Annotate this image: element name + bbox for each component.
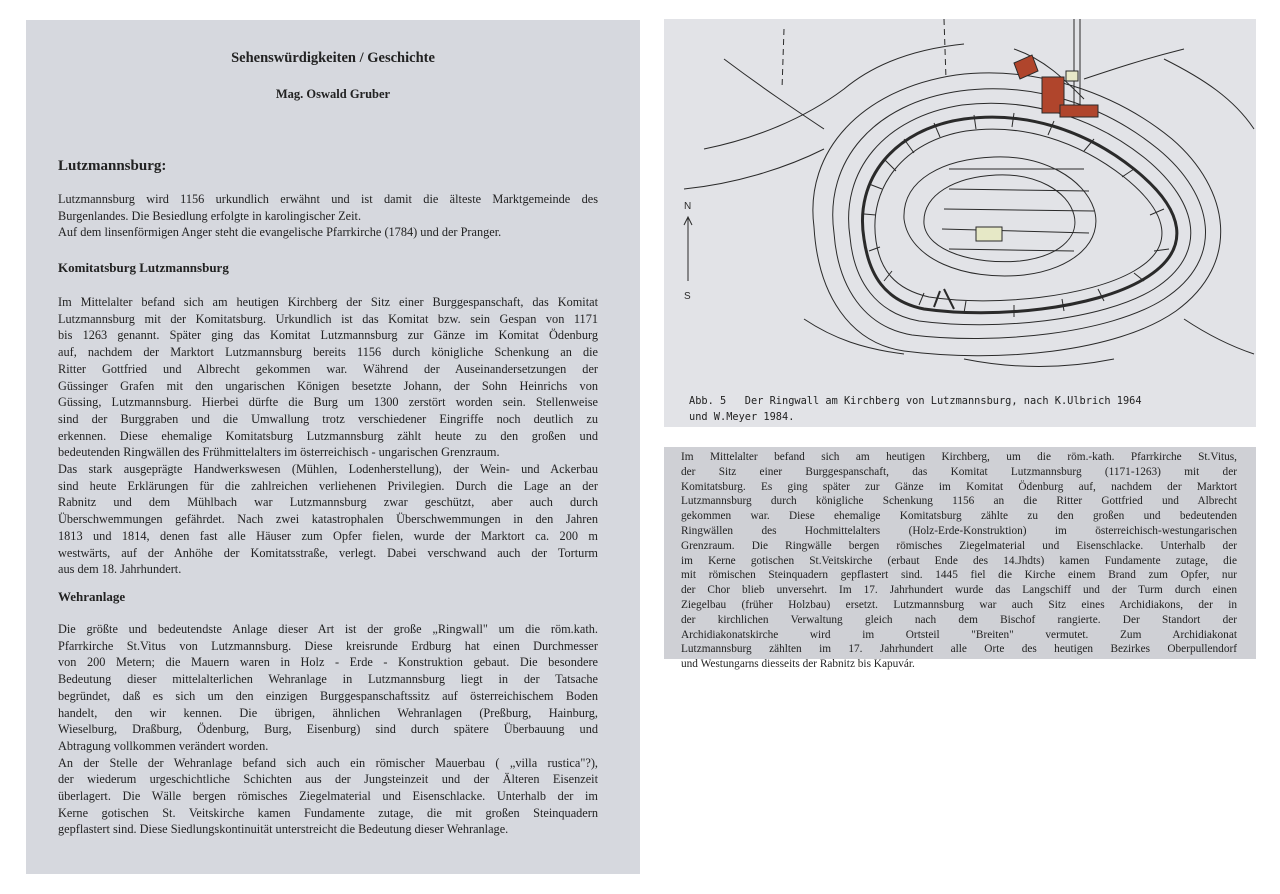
text-line: Güssing, Lutzmannsburg. Hierbei dürfte die Burg um 1300 zerstört worden sein. Stellenweise: [58, 395, 598, 410]
document-author: Mag. Oswald Gruber: [275, 87, 391, 101]
text-line: Überschwemmungen gefährdet. Nach zwei katastrophalen Überschwemmungen in den Jahren: [58, 512, 598, 527]
caption-line: Abb. 5 Der Ringwall am Kirchberg von Lutzmannsburg, nach K.Ulbrich 1964: [689, 395, 1142, 407]
text-line: sind der Burggraben und die Umwallung trotz verschiedener Eingriffe noch deutlich zu: [58, 411, 598, 426]
text-line: erkennen. Diese ehemalige Komitatsburg Lutzmannsburg zählt heute zu den großen und: [58, 428, 598, 443]
text-line: Lutzmannsburg wird 1156 urkundlich erwähnt und ist damit die älteste Marktgemeinde des: [58, 192, 598, 206]
text-line: Rabnitz und dem Mühlbach war Lutzmannsburg zwar geschützt, aber auch durch: [58, 495, 598, 510]
south-label: S: [684, 291, 691, 302]
text-line: sind heute Erklärungen für die zahlreichen verliehenen Privilegien. Durch die Lage an der: [58, 478, 598, 493]
text-line: Pfarrkirche St.Vitus von Lutzmannsburg. Diese kreisrunde Erdburg hat einen Durchmesser: [58, 638, 598, 653]
north-arrow-icon: [684, 217, 692, 281]
text-line: aus dem 18. Jahrhundert.: [58, 562, 182, 577]
text-line: mit römischen Steinquadern gepflastert sind. 1445 fiel die Kirche einem Brand zum Opfer, nur: [681, 569, 1237, 582]
text-line: Lutzmannsburg zählten im 17. Jahrhundert alle Orte des heutigen Bezirkes Oberpullendorf: [681, 643, 1237, 656]
document-title: Sehenswürdigkeiten / Geschichte: [231, 50, 435, 66]
section-heading-komitatsburg: Komitatsburg Lutzmannsburg: [58, 260, 229, 275]
text-line: der wiederum urgeschichtliche Schichten aus der Jungsteinzeit und der Älteren Eisenzeit: [58, 772, 598, 787]
text-line: Im Mittelalter befand sich am heutigen Kirchberg der Sitz einer Burggespanschaft, das Komitat: [58, 295, 598, 309]
text-line: Im Mittelalter befand sich am heutigen Kirchberg, um die röm.-kath. Pfarrkirche St.Vitus,: [681, 451, 1237, 463]
contour-lines: [684, 19, 1254, 367]
text-line: Ziegelbau (früher Holzbau) ersetzt. Lutzmannsburg war auch Sitz eines Archidiakons, der in: [681, 598, 1237, 611]
text-line: An der Stelle der Wehranlage befand sich auch ein römischer Mauerbau ( „villa rustica"?),: [58, 755, 598, 770]
text-line: 1813 und 1814, denen fast alle Häuser zum Opfer fielen, wurde der Marktort ca. 200 m: [58, 528, 598, 543]
text-line: der Chor blieb unversehrt. Im 17. Jahrhundert wurde das Langschiff und der Turm durch einen: [681, 584, 1237, 597]
text-line: Auf dem linsenförmigen Anger steht die evangelische Pfarrkirche (1784) und der Pranger.: [58, 225, 502, 240]
north-label: N: [684, 201, 692, 212]
text-line: überlagert. Die Wälle bergen römisches Ziegelmaterial und Eisenschlacke. Unterhalb der im: [58, 789, 598, 804]
section-body-komitatsburg: [58, 294, 598, 578]
document-panel-right: [664, 447, 1256, 671]
small-outline-marker: [976, 227, 1002, 241]
ringwall-map: [664, 19, 1256, 427]
text-line: begründet, daß es sich um den einzigen Burggespanschaftssitz auf österreichischem Boden: [58, 688, 598, 703]
church-buildings: [1014, 55, 1098, 117]
text-line: Bedeutung dieser mittelalterlichen Wehranlage in Lutzmannsburg liegt in der Tatsache: [58, 672, 598, 687]
caption-line: und W.Meyer 1984.: [689, 411, 795, 423]
text-line: Die größte und bedeutendste Anlage dieser Art ist der große „Ringwall" um die röm.kath.: [58, 622, 598, 636]
text-line: Komitatsburg. Es ging später zur Gänze im Komitat Ödenburg auf, nachdem der Marktort: [681, 480, 1237, 493]
text-line: der kirchlichen Verwaltung gleich nach dem Bischof rangierte. Der Standort der: [681, 613, 1237, 626]
text-line: handelt, den wir kennen. Die übrigen, ähnlichen Wehranlagen (Preßburg, Hainburg,: [58, 705, 598, 720]
text-line: Abtragung vollkommen verändert worden.: [58, 738, 269, 753]
text-line: Archidiakonatskirche wird im Ortsteil "Breiten" vermutet. Zum Archidiakonat: [681, 628, 1237, 641]
text-line: Wieselburg, Draßburg, Ödenburg, Burg, Eisenburg) sind durch spätere Überbauung und: [58, 722, 598, 737]
text-line: der Sitz einer Burggespanschaft, das Komitat Lutzmannsburg (1171-1263) mit der: [681, 465, 1237, 478]
text-line: bis 1263 genannt. Später ging das Komitat Lutzmannsburg zur Gänze im Komitat Ödenburg: [58, 328, 598, 343]
text-line: von 200 Metern; die Mauern waren in Holz - Erde - Konstruktion gebaut. Die besondere: [58, 655, 598, 670]
text-line: gepflastert sind. Diese Siedlungskontinuität unterstreicht die Bedeutung dieser Wehranlage.: [58, 822, 509, 837]
section-body-lutzmannsburg: [58, 191, 598, 241]
text-line: Das stark ausgeprägte Handwerkswesen (Mühlen, Lodenherstellung), der Wein- und Ackerbau: [58, 462, 598, 477]
text-line: Burgenlandes. Die Besiedlung erfolgte in karolingischer Zeit.: [58, 208, 362, 223]
text-line: Ringwällen des Hochmittelalters (Holz-Erde-Konstruktion) im österreichisch-westungarischen: [681, 524, 1237, 537]
section-heading-wehranlage: Wehranlage: [58, 589, 126, 604]
document-panel-left: [26, 20, 640, 874]
text-line: Güssinger Grafen mit den ungarischen Königen besetzte Johann, der Sohn Heinrichs von: [58, 378, 598, 393]
section-body-wehranlage: [58, 621, 598, 838]
text-line: Grenzraum. Die Ringwälle bergen römisches Ziegelmaterial und Eisenschlacke. Unterhalb der: [681, 539, 1237, 552]
text-line: bedeutenden Ringwällen des Frühmittelalters im österreichisch - ungarischen Grenzraum.: [58, 445, 500, 460]
text-line: gekommen war. Diese ehemalige Komitatsburg zählte zu den großen und bedeutenden: [681, 510, 1237, 523]
text-line: Lutzmannsburg durch königliche Schenkung 1156 an die Ritter Gottfried und Albrecht: [681, 495, 1237, 508]
text-line: Ritter Gottfried und Albrecht gekommen war. Während der Auseinandersetzungen der: [58, 361, 598, 376]
map-caption: [689, 393, 1142, 425]
text-line: im Kerne gotischen St.Veitskirche (erbaut Ende des 14.Jhdts) kamen Fundamente zutage, die: [681, 554, 1237, 567]
text-line: Kerne gotischen St. Veitskirche kamen Fundamente zutage, die mit großen Steinquadern: [58, 805, 598, 820]
text-line: auf, nachdem der Marktort Lutzmannsburg bereits 1156 durch königliche Schenkung an die: [58, 345, 598, 360]
right-document-body: [681, 450, 1237, 672]
text-line: und Westungarns diesseits der Rabnitz bis Kapuvár.: [681, 658, 915, 671]
map-panel: [664, 19, 1256, 427]
section-heading-lutzmannsburg: Lutzmannsburg:: [58, 158, 167, 174]
text-line: westwärts, auf der Anhöhe der Komitatsstraße, verlegt. Dabei verschwand auch der Torturm: [58, 545, 598, 560]
text-line: Lutzmannsburg mit der Komitatsburg. Urkundlich ist das Komitat bzw. sein Gespan von 1171: [58, 311, 598, 326]
